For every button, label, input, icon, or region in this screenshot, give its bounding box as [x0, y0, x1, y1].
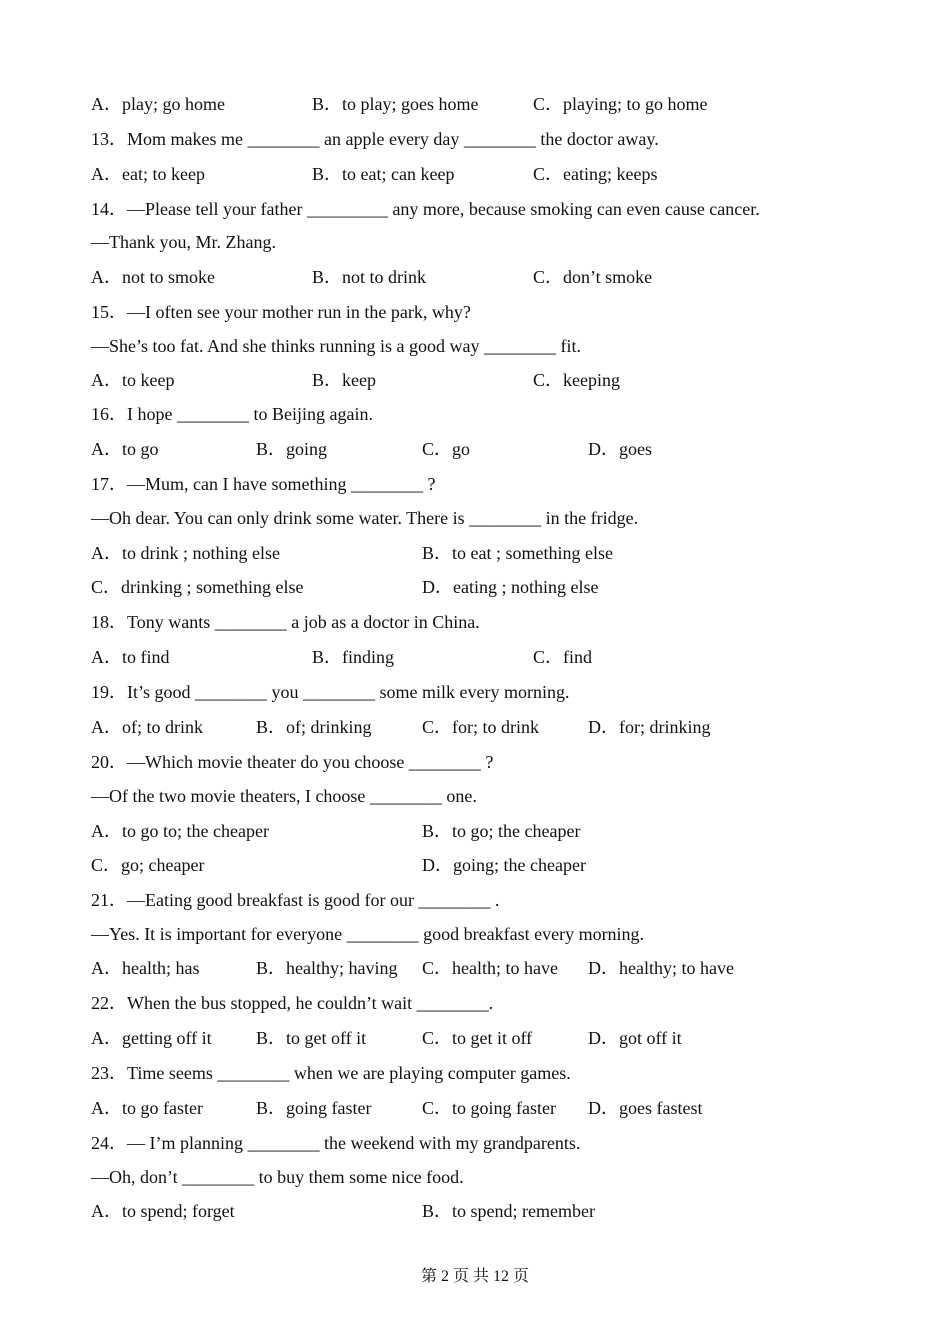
q16-option-a: A．to go: [91, 439, 159, 459]
q20-option-a: A．to go to; the cheaper: [91, 821, 269, 841]
q14-reply: —Thank you, Mr. Zhang.: [91, 232, 276, 252]
q17-reply: —Oh dear. You can only drink some water. There is ________ in the fridge.: [91, 508, 639, 528]
q21-reply: —Yes. It is important for everyone ________ good breakfast every morning.: [91, 924, 645, 944]
q21-option-a: A．health; has: [91, 958, 200, 978]
q23-stem: 23．Time seems ________ when we are playing computer games.: [91, 1063, 571, 1083]
q16-option-d: D．goes: [588, 439, 652, 459]
q18-option-b: B．finding: [312, 647, 395, 667]
q24-option-a: A．to spend; forget: [91, 1201, 235, 1221]
q24-reply: —Oh, don’t ________ to buy them some nice food.: [91, 1167, 464, 1187]
q16-option-c: C．go: [422, 439, 471, 459]
q21-option-d: D．healthy; to have: [588, 958, 734, 978]
q15-option-b: B．keep: [312, 370, 376, 390]
q17-option-a: A．to drink ; nothing else: [91, 543, 280, 563]
q12-option-b: B．to play; goes home: [312, 94, 479, 114]
q13-stem: 13．Mom makes me ________ an apple every day ________ the doctor away.: [91, 129, 659, 149]
q21-option-c: C．health; to have: [422, 958, 558, 978]
q20-option-d: D．going; the cheaper: [422, 855, 586, 875]
q20-stem: 20．—Which movie theater do you choose ________ ?: [91, 752, 494, 772]
q21-option-b: B．healthy; having: [256, 958, 398, 978]
q17-option-b: B．to eat ; something else: [422, 543, 613, 563]
q19-option-b: B．of; drinking: [256, 717, 372, 737]
q14-option-c: C．don’t smoke: [533, 267, 653, 287]
q15-stem: 15．—I often see your mother run in the park, why?: [91, 302, 471, 322]
q14-option-b: B．not to drink: [312, 267, 427, 287]
q23-option-d: D．goes fastest: [588, 1098, 703, 1118]
q15-option-c: C．keeping: [533, 370, 620, 390]
q22-option-b: B．to get off it: [256, 1028, 367, 1048]
q22-option-d: D．got off it: [588, 1028, 682, 1048]
q17-option-d: D．eating ; nothing else: [422, 577, 599, 597]
q18-stem: 18．Tony wants ________ a job as a doctor in China.: [91, 612, 480, 632]
q20-option-b: B．to go; the cheaper: [422, 821, 581, 841]
q16-stem: 16．I hope ________ to Beijing again.: [91, 404, 373, 424]
q13-option-a: A．eat; to keep: [91, 164, 205, 184]
q16-option-b: B．going: [256, 439, 328, 459]
q17-option-c: C．drinking ; something else: [91, 577, 304, 597]
q17-stem: 17．—Mum, can I have something ________ ?: [91, 474, 436, 494]
q14-option-a: A．not to smoke: [91, 267, 215, 287]
q21-stem: 21．—Eating good breakfast is good for our ________ .: [91, 890, 500, 910]
q20-option-c: C．go; cheaper: [91, 855, 205, 875]
q15-reply: —She’s too fat. And she thinks running is a good way ________ fit.: [91, 336, 581, 356]
q14-stem: 14．—Please tell your father _________ any more, because smoking can even cause cancer.: [91, 199, 760, 219]
q24-stem: 24．— I’m planning ________ the weekend with my grandparents.: [91, 1133, 581, 1153]
q19-option-c: C．for; to drink: [422, 717, 539, 737]
q20-reply: —Of the two movie theaters, I choose ________ one.: [91, 786, 477, 806]
q22-stem: 22．When the bus stopped, he couldn’t wait ________.: [91, 993, 494, 1013]
q19-option-a: A．of; to drink: [91, 717, 203, 737]
q22-option-a: A．getting off it: [91, 1028, 212, 1048]
q19-stem: 19．It’s good ________ you ________ some milk every morning.: [91, 682, 570, 702]
q12-option-c: C．playing; to go home: [533, 94, 708, 114]
q12-option-a: A．play; go home: [91, 94, 225, 114]
q23-option-c: C．to going faster: [422, 1098, 556, 1118]
q24-option-b: B．to spend; remember: [422, 1201, 595, 1221]
q22-option-c: C．to get it off: [422, 1028, 533, 1048]
q18-option-a: A．to find: [91, 647, 170, 667]
q23-option-b: B．going faster: [256, 1098, 372, 1118]
q13-option-b: B．to eat; can keep: [312, 164, 455, 184]
q19-option-d: D．for; drinking: [588, 717, 711, 737]
page-number-footer: 第 2 页 共 12 页: [420, 1268, 529, 1285]
q15-option-a: A．to keep: [91, 370, 175, 390]
q13-option-c: C．eating; keeps: [533, 164, 658, 184]
q18-option-c: C．find: [533, 647, 593, 667]
q23-option-a: A．to go faster: [91, 1098, 203, 1118]
